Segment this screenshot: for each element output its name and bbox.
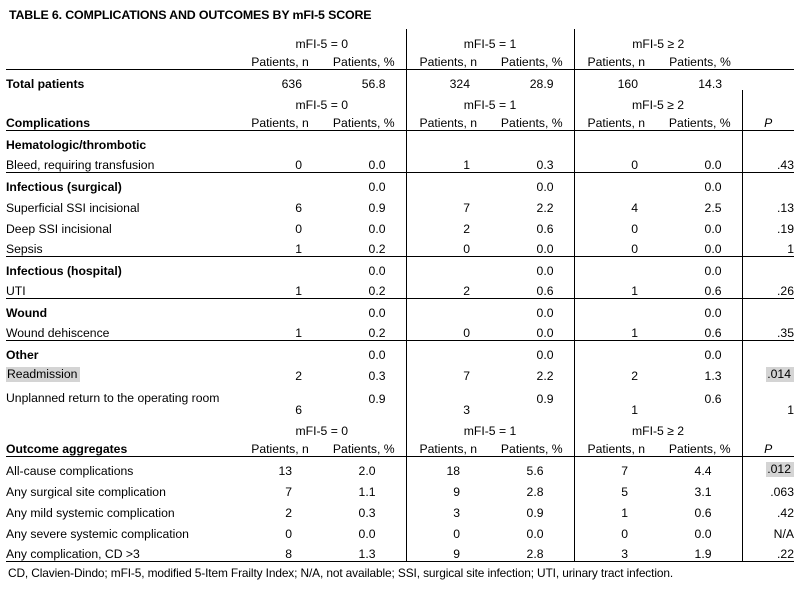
- group-header-mfi0: mFI-5 = 0: [295, 97, 348, 112]
- totals-subheader-row: [6, 50, 794, 69]
- subheader-mfi2-n: Patients, n: [574, 437, 658, 456]
- cell-mfi0-n: 1: [295, 326, 302, 341]
- subheader-mfi2-pct: Patients, %: [658, 111, 742, 130]
- row-label: Any surgical site complication: [6, 484, 166, 499]
- complications-group-header-row: [6, 90, 794, 111]
- pvalue-highlight: .014: [766, 367, 794, 382]
- cell-mfi0-pct: 1.1: [358, 484, 376, 499]
- cell-mfi2-pct: 0.0: [704, 242, 722, 257]
- cell-pvalue: .43: [742, 151, 794, 172]
- row-label-total-patients: Total patients: [6, 76, 85, 91]
- row-label: UTI: [6, 284, 26, 299]
- cell-mfi1-n: [406, 172, 490, 193]
- cell-mfi2-n: [574, 130, 658, 151]
- page-title: TABLE 6. COMPLICATIONS AND OUTCOMES BY mFI-5 SCORE: [9, 8, 372, 22]
- cell-total-mfi1-pct: 28.9: [529, 76, 554, 91]
- cell-mfi0-pct: 1.3: [358, 547, 376, 562]
- cell-mfi0-n: 13: [278, 463, 292, 478]
- table-row: [6, 172, 794, 193]
- table-row: [6, 130, 794, 151]
- table-row: [6, 477, 794, 498]
- row-label: Sepsis: [6, 242, 43, 257]
- cell-mfi1-pct: 2.8: [526, 547, 544, 562]
- subheader-mfi1-n: Patients, n: [406, 50, 490, 69]
- subheader-mfi2-pct: Patients, %: [658, 50, 742, 69]
- cell-mfi2-n: [574, 172, 658, 193]
- cell-mfi1-pct: 2.2: [536, 200, 554, 215]
- complications-body: [6, 130, 794, 416]
- subheader-mfi2-n: Patients, n: [574, 50, 658, 69]
- cell-mfi0-n: 1: [295, 242, 302, 257]
- cell-mfi2-pct: [658, 130, 742, 151]
- empty-p-header: [742, 90, 794, 111]
- empty-p-header: [742, 29, 794, 50]
- totals-table: [6, 29, 794, 90]
- spacer-cell: [6, 90, 238, 111]
- cell-pvalue: .26: [742, 277, 794, 298]
- group-header-mfi2: mFI-5 ≥ 2: [574, 416, 742, 437]
- cell-mfi1-n: [406, 340, 490, 361]
- cell-mfi2-n: 1: [574, 319, 658, 340]
- row-label: Superficial SSI incisional: [6, 200, 140, 215]
- cell-mfi1-n: 2: [406, 214, 490, 235]
- cell-mfi1-n: 3: [406, 498, 490, 519]
- subheader-mfi0-pct: Patients, %: [322, 437, 406, 456]
- cell-mfi2-pct: 1.9: [694, 547, 712, 562]
- cell-mfi2-n: 1: [574, 382, 658, 416]
- outcomes-subheader-row: [6, 437, 794, 456]
- cell-mfi1-n: 9: [406, 477, 490, 498]
- group-header-mfi2: mFI-5 ≥ 2: [574, 29, 742, 50]
- cell-mfi2-pct: 3.1: [694, 484, 712, 499]
- cell-mfi2-n: 0: [574, 235, 658, 256]
- cell-mfi0-pct: 0.2: [368, 326, 386, 341]
- cell-mfi1-pct: 0.9: [536, 391, 554, 406]
- cell-pvalue: [742, 340, 794, 361]
- empty-p-header: [742, 416, 794, 437]
- cell-mfi1-n: 0: [406, 319, 490, 340]
- empty-p-total: [742, 69, 794, 90]
- table-row: [6, 235, 794, 256]
- group-header-mfi0: mFI-5 = 0: [295, 36, 348, 51]
- row-label: Deep SSI incisional: [6, 221, 112, 236]
- complications-subheader-row: [6, 111, 794, 130]
- cell-mfi0-n: [238, 172, 322, 193]
- cell-mfi0-pct: 0.0: [322, 172, 406, 193]
- cell-mfi2-n: [574, 340, 658, 361]
- table-row: [6, 361, 794, 382]
- table-row: [6, 256, 794, 277]
- cell-pvalue: .35: [742, 319, 794, 340]
- subheader-mfi2-pct: Patients, %: [658, 437, 742, 456]
- group-header-mfi1: mFI-5 = 1: [406, 90, 574, 111]
- totals-group-header-row: [6, 29, 794, 50]
- group-header-mfi0: mFI-5 = 0: [295, 423, 348, 438]
- cell-mfi0-n: 7: [285, 484, 292, 499]
- cell-mfi1-n: 1: [406, 151, 490, 172]
- cell-mfi2-pct: 0.6: [704, 391, 722, 406]
- table-footnote: CD, Clavien-Dindo; mFI-5, modified 5-Item Frailty Index; N/A, not available; SSI, surgical site infection; UTI, urinary tract infection.: [8, 566, 674, 580]
- cell-mfi0-pct: 0.9: [368, 391, 386, 406]
- cell-mfi1-n: [406, 130, 490, 151]
- cell-mfi0-pct: 0.2: [368, 284, 386, 299]
- cell-mfi0-pct: 0.0: [358, 526, 376, 541]
- cell-mfi1-pct: 0.0: [526, 526, 544, 541]
- cell-mfi1-n: [406, 298, 490, 319]
- row-label: Infectious (hospital): [6, 256, 238, 277]
- table-row: [6, 540, 794, 561]
- cell-mfi1-n: 0: [406, 519, 490, 540]
- cell-pvalue: [742, 172, 794, 193]
- cell-mfi2-n: 3: [574, 540, 658, 561]
- subheader-mfi0-n: Patients, n: [238, 111, 322, 130]
- subheader-mfi0-n: Patients, n: [238, 437, 322, 456]
- row-label: Other: [6, 340, 238, 361]
- section-label-outcome-aggregates: Outcome aggregates: [6, 437, 238, 456]
- table-row: [6, 498, 794, 519]
- cell-pvalue: [742, 298, 794, 319]
- cell-mfi2-n: 0: [574, 214, 658, 235]
- cell-pvalue: 1: [742, 382, 794, 416]
- cell-mfi2-n: [574, 298, 658, 319]
- cell-mfi2-n: [574, 256, 658, 277]
- cell-total-mfi1-n: 324: [406, 69, 490, 90]
- cell-mfi1-n: 18: [406, 456, 490, 477]
- outcomes-group-header-row: [6, 416, 794, 437]
- cell-mfi1-pct: 0.9: [526, 505, 544, 520]
- cell-mfi2-pct: 0.6: [704, 284, 722, 299]
- subheader-pvalue: P: [742, 437, 794, 456]
- cell-pvalue: [742, 130, 794, 151]
- row-label: Any complication, CD >3: [6, 547, 140, 562]
- cell-mfi0-pct: 0.0: [322, 256, 406, 277]
- table-row: [6, 382, 794, 416]
- spacer-cell: [6, 29, 238, 50]
- cell-mfi1-pct: 0.0: [536, 242, 554, 257]
- table-row: [6, 214, 794, 235]
- cell-pvalue: .22: [742, 540, 794, 561]
- subheader-mfi0-pct: Patients, %: [322, 50, 406, 69]
- cell-mfi1-pct: 0.0: [490, 256, 574, 277]
- row-label: Any severe systemic complication: [6, 526, 189, 541]
- cell-mfi2-pct: 0.0: [704, 158, 722, 173]
- cell-mfi2-n: 1: [574, 498, 658, 519]
- row-label: Hematologic/thrombotic: [6, 130, 238, 151]
- table-row-total-patients: [6, 69, 794, 90]
- empty-p-subheader: [742, 50, 794, 69]
- cell-mfi0-pct: 0.0: [368, 221, 386, 236]
- row-label: Any mild systemic complication: [6, 505, 175, 520]
- cell-mfi1-pct: 2.2: [536, 368, 554, 383]
- cell-mfi2-n: 0: [574, 519, 658, 540]
- cell-mfi0-pct: [322, 130, 406, 151]
- cell-mfi0-pct: 0.9: [368, 200, 386, 215]
- cell-mfi2-pct: 0.0: [658, 256, 742, 277]
- cell-mfi1-n: [406, 256, 490, 277]
- cell-mfi0-pct: 0.0: [368, 158, 386, 173]
- cell-mfi0-n: 6: [295, 200, 302, 215]
- subheader-mfi0-pct: Patients, %: [322, 111, 406, 130]
- subheader-mfi2-n: Patients, n: [574, 111, 658, 130]
- cell-mfi2-pct: 0.0: [704, 221, 722, 236]
- cell-mfi1-pct: 0.0: [536, 326, 554, 341]
- cell-mfi0-n: [238, 256, 322, 277]
- cell-mfi0-n: 2: [295, 368, 302, 383]
- complications-table: [6, 90, 794, 416]
- cell-pvalue: [742, 456, 794, 477]
- cell-mfi2-pct: 0.0: [694, 526, 712, 541]
- cell-pvalue: .13: [742, 193, 794, 214]
- cell-mfi0-n: 1: [295, 284, 302, 299]
- table-row: [6, 456, 794, 477]
- cell-total-mfi2-n: 160: [574, 69, 658, 90]
- cell-total-mfi0-n: 636: [281, 76, 302, 91]
- cell-mfi0-pct: 0.3: [358, 505, 376, 520]
- cell-mfi2-pct: 0.0: [658, 298, 742, 319]
- cell-mfi2-n: 0: [574, 151, 658, 172]
- spacer-cell: [6, 416, 238, 437]
- group-header-mfi1: mFI-5 = 1: [406, 416, 574, 437]
- subheader-mfi1-n: Patients, n: [406, 111, 490, 130]
- cell-mfi1-pct: 0.0: [490, 298, 574, 319]
- subheader-mfi1-n: Patients, n: [406, 437, 490, 456]
- cell-mfi0-n: 6: [295, 402, 302, 417]
- table-row: [6, 340, 794, 361]
- cell-mfi2-pct: 0.0: [658, 172, 742, 193]
- spacer-cell: [6, 50, 238, 69]
- cell-mfi1-pct: 0.0: [490, 340, 574, 361]
- cell-mfi1-pct: 5.6: [526, 463, 544, 478]
- subheader-mfi0-n: Patients, n: [238, 50, 322, 69]
- cell-mfi2-n: 5: [574, 477, 658, 498]
- cell-mfi2-pct: 0.6: [704, 326, 722, 341]
- cell-mfi1-n: 7: [406, 193, 490, 214]
- cell-mfi0-pct: 2.0: [358, 463, 376, 478]
- row-label: [6, 361, 238, 382]
- subheader-mfi1-pct: Patients, %: [490, 50, 574, 69]
- cell-pvalue: 1: [742, 235, 794, 256]
- cell-mfi0-n: 0: [285, 526, 292, 541]
- cell-mfi0-n: 2: [285, 505, 292, 520]
- cell-mfi0-pct: 0.2: [368, 242, 386, 257]
- cell-mfi2-pct: 2.5: [704, 200, 722, 215]
- cell-pvalue: N/A: [742, 519, 794, 540]
- cell-mfi2-n: 2: [574, 361, 658, 382]
- row-label: All-cause complications: [6, 463, 134, 478]
- cell-mfi1-pct: 2.8: [526, 484, 544, 499]
- cell-mfi2-n: 1: [574, 277, 658, 298]
- cell-mfi1-pct: 0.0: [490, 172, 574, 193]
- cell-mfi2-pct: 1.3: [704, 368, 722, 383]
- subheader-pvalue: P: [742, 111, 794, 130]
- row-label: Infectious (surgical): [6, 172, 238, 193]
- subheader-mfi1-pct: Patients, %: [490, 437, 574, 456]
- cell-mfi2-pct: 0.0: [658, 340, 742, 361]
- cell-mfi1-n: 3: [406, 382, 490, 416]
- cell-mfi0-pct: 0.0: [322, 340, 406, 361]
- row-label: Wound: [6, 298, 238, 319]
- row-label: Bleed, requiring transfusion: [6, 158, 155, 173]
- outcomes-table: [6, 416, 794, 562]
- cell-mfi1-pct: 0.6: [536, 284, 554, 299]
- row-label: Unplanned return to the operating room: [6, 391, 220, 406]
- cell-total-mfi0-pct: 56.8: [361, 76, 386, 91]
- cell-pvalue: .19: [742, 214, 794, 235]
- cell-mfi1-pct: [490, 130, 574, 151]
- pvalue-highlight: .012: [766, 462, 794, 477]
- group-header-mfi2: mFI-5 ≥ 2: [574, 90, 742, 111]
- table-row: [6, 277, 794, 298]
- cell-mfi0-n: 0: [295, 221, 302, 236]
- cell-mfi1-n: 0: [406, 235, 490, 256]
- cell-mfi0-n: [238, 130, 322, 151]
- cell-pvalue: .42: [742, 498, 794, 519]
- table-row: [6, 298, 794, 319]
- cell-mfi2-pct: 4.4: [694, 463, 712, 478]
- table-row: [6, 319, 794, 340]
- cell-pvalue: [742, 361, 794, 382]
- cell-mfi1-pct: 0.3: [536, 158, 554, 173]
- group-header-mfi1: mFI-5 = 1: [406, 29, 574, 50]
- cell-mfi2-pct: 0.6: [694, 505, 712, 520]
- table-row: [6, 193, 794, 214]
- subheader-mfi1-pct: Patients, %: [490, 111, 574, 130]
- outcomes-body: [6, 456, 794, 561]
- cell-mfi0-n: 0: [295, 158, 302, 173]
- cell-mfi0-n: 8: [285, 547, 292, 562]
- cell-mfi2-n: 7: [574, 456, 658, 477]
- cell-mfi1-n: 2: [406, 277, 490, 298]
- cell-mfi1-n: 9: [406, 540, 490, 561]
- cell-mfi0-n: [238, 340, 322, 361]
- cell-pvalue: .063: [742, 477, 794, 498]
- row-label-highlight: Readmission: [6, 367, 80, 382]
- table-row: [6, 519, 794, 540]
- row-label: Wound dehiscence: [6, 326, 110, 341]
- cell-total-mfi2-pct: 14.3: [698, 76, 722, 91]
- cell-mfi1-n: 7: [406, 361, 490, 382]
- cell-mfi2-n: 4: [574, 193, 658, 214]
- cell-mfi0-n: [238, 298, 322, 319]
- cell-mfi0-pct: 0.0: [322, 298, 406, 319]
- section-label-complications: Complications: [6, 111, 238, 130]
- cell-mfi1-pct: 0.6: [536, 221, 554, 236]
- table-row: [6, 151, 794, 172]
- cell-mfi0-pct: 0.3: [368, 368, 386, 383]
- cell-pvalue: [742, 256, 794, 277]
